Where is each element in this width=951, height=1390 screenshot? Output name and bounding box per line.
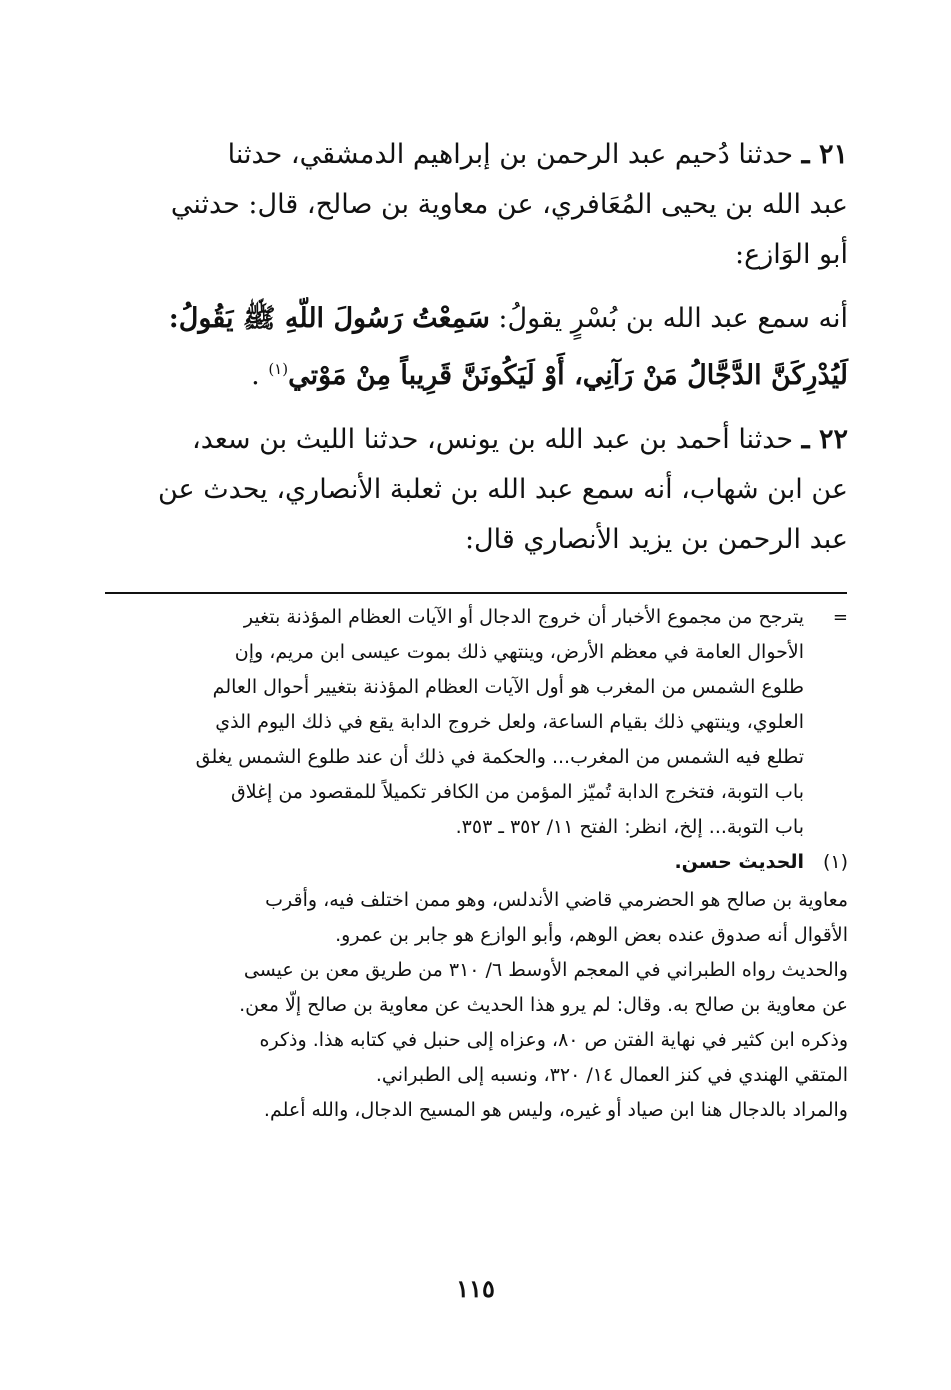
footnote-continuation-text: يترجح من مجموع الأخبار أن خروج الدجال أو الآيات العظام المؤذنة بتغير الأحوال العامة في معظم الأرض، وينتهي ذلك بموت عيسى ابن مريم، وإن طلوع الشمس من المغرب هو أول الآيات العظام المؤذنة بتغيير أحوال العالم العلوي، وينتهي ذلك بقيام الساعة، ولعل خروج الدابة يقع في ذلك اليوم الذي تطلع فيه الشمس من المغرب... والحكمة في ذلك أن عند طلوع الشمس يغلق باب التوبة، فتخرج الدابة تُميّز المؤمن من الكافر تكميلاً للمقصود من إغلاق باب التوبة... إلخ، انظر: الفتح ١١/ ٣٥٢ ـ ٣٥٣. xyxy=(195,606,804,838)
footnotes xyxy=(120,600,848,1128)
footnote-1 xyxy=(120,845,848,880)
page-number: ١١٥ xyxy=(456,1274,495,1303)
footnote-ref-1: (١) xyxy=(268,360,289,378)
footnote-1-notes: معاوية بن صالح هو الحضرمي قاضي الأندلس، وهو ممن اختلف فيه، وأقرب الأقوال أنه صدوق عنده بعض الوهم، وأبو الوازع هو جابر بن عمرو. والحديث رواه الطبراني في المعجم الأوسط ٦/ ٣١٠ من طريق معن بن عيسى عن معاوية بن صالح به. وقال: لم يرو هذا الحديث عن معاوية بن صالح إلّا معن. وذكره ابن كثير في نهاية الفتن ص ٨٠، وعزاه إلى حنبل في كتابه هذا. وذكره المتقي الهندي في كنز العمال ١٤/ ٣٢٠، ونسبه إلى الطبراني. والمراد بالدجال هنا ابن صياد أو غيره، وليس هو المسيح الدجال، والله أعلم. xyxy=(239,889,848,1121)
hadith-21-number: ٢١ ـ xyxy=(801,139,848,170)
hadith-21-isnad-text: حدثنا دُحيم عبد الرحمن بن إبراهيم الدمشقي، حدثنا عبد الله بن يحيى المُعَافري، عن معاوية بن صالح، قال: حدثني أبو الوَازع: xyxy=(170,139,848,270)
hadith-21-isnad xyxy=(110,130,848,280)
hadith-22 xyxy=(110,415,848,565)
hadith-21-matn xyxy=(110,294,848,401)
hadith-21-matn-intro: أنه سمع عبد الله بن بُسْرٍ يقولُ: xyxy=(489,303,848,334)
hadith-21-matn-quote: سَمِعْتُ رَسُولَ اللّهِ ﷺ يَقُولُ: لَيُدْرِكَنَّ الدَّجَّالُ مَنْ رَآنِي، أَوْ لَيَكُونَنَّ قَرِيباً مِنْ مَوْتي xyxy=(168,303,848,391)
main-text xyxy=(110,130,848,565)
hadith-22-number: ٢٢ ـ xyxy=(801,424,848,455)
footnote-1-marker: (١) xyxy=(822,851,848,873)
footnote-separator xyxy=(105,592,847,594)
hadith-22-text: حدثنا أحمد بن عبد الله بن يونس، حدثنا الليث بن سعد، عن ابن شهاب، أنه سمع عبد الله بن ثعلبة الأنصاري، يحدث عن عبد الرحمن بن يزيد الأنصاري قال: xyxy=(157,424,848,555)
footnote-continuation xyxy=(120,600,848,845)
footnote-1-heading: الحديث حسن. xyxy=(674,851,804,873)
hadith-21-end: . xyxy=(251,360,269,391)
continuation-mark: = xyxy=(832,607,848,628)
